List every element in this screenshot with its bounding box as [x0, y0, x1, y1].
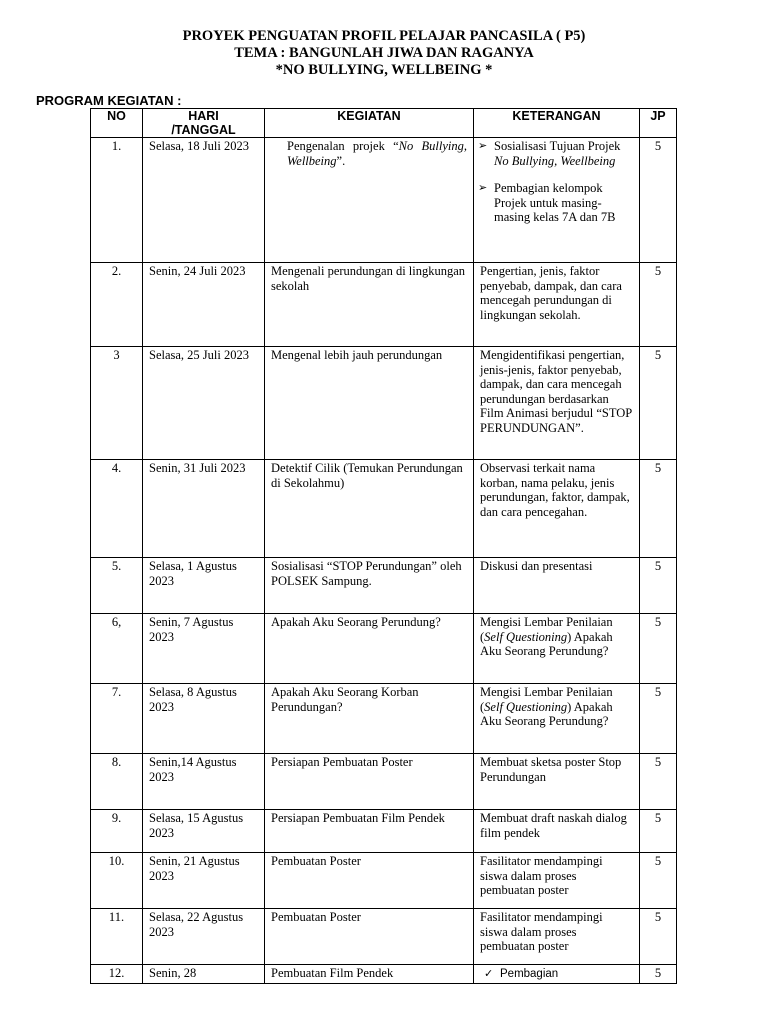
- header-hari-line1: HARI: [188, 109, 219, 123]
- cell-kegiatan: Apakah Aku Seorang Perundung?: [265, 614, 474, 684]
- keterangan-text: Pembagian: [500, 968, 559, 980]
- checkmark-bullet-icon: ✓: [484, 967, 494, 980]
- arrow-bullet-icon: ➢: [478, 181, 488, 194]
- cell-keterangan: [474, 965, 640, 984]
- cell-jp: 5: [640, 460, 677, 558]
- cell-keterangan: [474, 684, 640, 754]
- table-row: [91, 853, 677, 909]
- cell-kegiatan: Pembuatan Film Pendek: [265, 965, 474, 984]
- header-hari: [143, 109, 265, 138]
- program-label: PROGRAM KEGIATAN :: [36, 93, 182, 108]
- cell-jp: 5: [640, 754, 677, 810]
- kegiatan-emphasis: No Bullying, Wellbeing: [287, 139, 467, 168]
- table-row: [91, 810, 677, 853]
- cell-hari: Senin, 7 Agustus 2023: [143, 614, 265, 684]
- cell-keterangan: Diskusi dan presentasi: [474, 558, 640, 614]
- cell-jp: 5: [640, 614, 677, 684]
- cell-keterangan: Mengidentifikasi pengertian, jenis-jenis, faktor penyebab, dampak, dan cara mencegah perundungan berdasarkan Film Animasi berjudul “STOP PERUNDUNGAN”.: [474, 347, 640, 460]
- cell-kegiatan: [265, 138, 474, 263]
- cell-hari: Selasa, 18 Juli 2023: [143, 138, 265, 263]
- cell-kegiatan: Sosialisasi “STOP Perundungan” oleh POLSEK Sampung.: [265, 558, 474, 614]
- cell-keterangan: Observasi terkait nama korban, nama pelaku, jenis perundungan, faktor, dampak, dan cara pencegahan.: [474, 460, 640, 558]
- cell-jp: 5: [640, 909, 677, 965]
- table-row: [91, 138, 677, 263]
- title-line-2: TEMA : BANGUNLAH JIWA DAN RAGANYA: [234, 45, 534, 61]
- cell-hari: Selasa, 8 Agustus 2023: [143, 684, 265, 754]
- cell-keterangan: [474, 138, 640, 263]
- cell-no: 12.: [91, 965, 143, 984]
- cell-jp: 5: [640, 965, 677, 984]
- table-row: [91, 460, 677, 558]
- header-kegiatan: KEGIATAN: [265, 109, 474, 138]
- cell-kegiatan: Persiapan Pembuatan Poster: [265, 754, 474, 810]
- header-jp: JP: [640, 109, 677, 138]
- cell-jp: 5: [640, 684, 677, 754]
- kegiatan-text-end: ”.: [336, 153, 346, 168]
- cell-keterangan: Membuat draft naskah dialog film pendek: [474, 810, 640, 853]
- header-hari-line2: /TANGGAL: [171, 123, 236, 137]
- table-row: [91, 965, 677, 984]
- cell-hari: Selasa, 1 Agustus 2023: [143, 558, 265, 614]
- cell-jp: 5: [640, 810, 677, 853]
- keterangan-text-end: ) Apakah Aku Seorang Perundung?: [480, 699, 613, 728]
- cell-jp: 5: [640, 263, 677, 347]
- cell-hari: Senin, 24 Juli 2023: [143, 263, 265, 347]
- header-keterangan: KETERANGAN: [474, 109, 640, 138]
- cell-no: 9.: [91, 810, 143, 853]
- table-header-row: [91, 109, 677, 138]
- cell-no: 8.: [91, 754, 143, 810]
- cell-kegiatan: Apakah Aku Seorang Korban Perundungan?: [265, 684, 474, 754]
- table-row: [91, 614, 677, 684]
- cell-hari: Senin, 21 Agustus 2023: [143, 853, 265, 909]
- cell-jp: 5: [640, 347, 677, 460]
- title-line-1: PROYEK PENGUATAN PROFIL PELAJAR PANCASILA ( P5): [182, 28, 586, 44]
- cell-no: 10.: [91, 853, 143, 909]
- keterangan-emphasis: Self Questioning: [484, 629, 568, 644]
- cell-kegiatan: Pembuatan Poster: [265, 853, 474, 909]
- kegiatan-text: Pengenalan projek “: [287, 139, 399, 153]
- cell-hari: Senin, 28: [143, 965, 265, 984]
- cell-jp: 5: [640, 138, 677, 263]
- cell-kegiatan: Mengenali perundungan di lingkungan sekolah: [265, 263, 474, 347]
- table-row: [91, 684, 677, 754]
- cell-kegiatan: Detektif Cilik (Temukan Perundungan di Sekolahmu): [265, 460, 474, 558]
- cell-jp: 5: [640, 853, 677, 909]
- cell-hari: Senin, 31 Juli 2023: [143, 460, 265, 558]
- keterangan-text-end: ) Apakah Aku Seorang Perundung?: [480, 629, 613, 658]
- cell-no: 6,: [91, 614, 143, 684]
- cell-no: 5.: [91, 558, 143, 614]
- cell-no: 4.: [91, 460, 143, 558]
- cell-keterangan: Fasilitator mendampingi siswa dalam proses pembuatan poster: [474, 909, 640, 965]
- cell-kegiatan: Mengenal lebih jauh perundungan: [265, 347, 474, 460]
- cell-no: 7.: [91, 684, 143, 754]
- cell-no: 2.: [91, 263, 143, 347]
- table-row: [91, 263, 677, 347]
- keterangan-text: Mengisi Lembar Penilaian (: [480, 615, 613, 644]
- cell-keterangan: [474, 614, 640, 684]
- keterangan-text: Mengisi Lembar Penilaian (: [480, 685, 613, 714]
- cell-jp: 5: [640, 558, 677, 614]
- keterangan-emphasis: Self Questioning: [484, 699, 568, 714]
- cell-hari: Selasa, 25 Juli 2023: [143, 347, 265, 460]
- table-row: [91, 909, 677, 965]
- cell-keterangan: Membuat sketsa poster Stop Perundungan: [474, 754, 640, 810]
- cell-kegiatan: Persiapan Pembuatan Film Pendek: [265, 810, 474, 853]
- cell-no: 1.: [91, 138, 143, 263]
- keterangan-emphasis: No Bullying, Weellbeing: [494, 153, 616, 168]
- cell-hari: Senin,14 Agustus 2023: [143, 754, 265, 810]
- cell-hari: Selasa, 15 Agustus 2023: [143, 810, 265, 853]
- activity-table: [90, 108, 677, 984]
- cell-kegiatan: Pembuatan Poster: [265, 909, 474, 965]
- table-row: [91, 558, 677, 614]
- cell-hari: Selasa, 22 Agustus 2023: [143, 909, 265, 965]
- cell-keterangan: Pengertian, jenis, faktor penyebab, dampak, dan cara mencegah perundungan di lingkungan sekolah.: [474, 263, 640, 347]
- cell-keterangan: Fasilitator mendampingi siswa dalam proses pembuatan poster: [474, 853, 640, 909]
- keterangan-text: Sosialisasi Tujuan Projek: [494, 139, 621, 153]
- keterangan-bullet-item: [478, 181, 633, 225]
- header-no: NO: [91, 109, 143, 138]
- cell-no: 3: [91, 347, 143, 460]
- table-row: [91, 754, 677, 810]
- keterangan-bullet-item: [478, 139, 633, 168]
- table-row: [91, 347, 677, 460]
- title-line-3: *NO BULLYING, WELLBEING *: [275, 62, 493, 78]
- cell-no: 11.: [91, 909, 143, 965]
- arrow-bullet-icon: ➢: [478, 139, 488, 152]
- document-title: [0, 28, 768, 79]
- keterangan-text: Pembagian kelompok Projek untuk masing-masing kelas 7A dan 7B: [494, 181, 616, 224]
